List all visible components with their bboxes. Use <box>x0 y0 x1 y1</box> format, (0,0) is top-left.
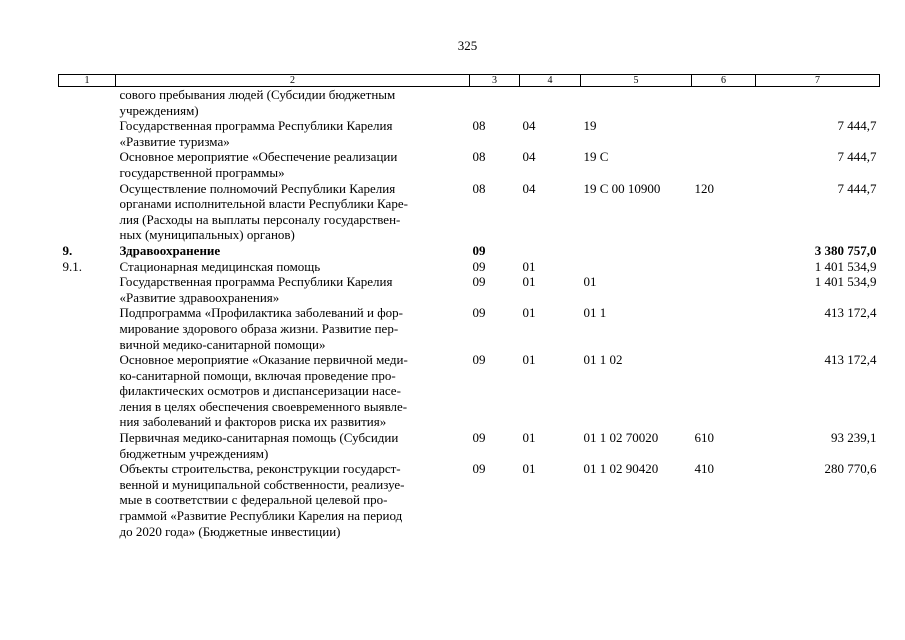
row-name <box>116 149 470 180</box>
target-article-code: 01 1 02 <box>583 352 623 368</box>
row-number <box>59 430 116 461</box>
expense-type-code <box>692 305 756 352</box>
table-row <box>59 352 880 430</box>
row-number: 9.1. <box>62 258 82 274</box>
row-name-line: ния заболеваний и факторов риска их развития» <box>119 414 387 430</box>
subsection-code: 01 <box>522 274 536 290</box>
row-name-line: Основное мероприятие «Обеспечение реализации <box>119 149 398 165</box>
row-name-line: учреждениям) <box>119 102 199 118</box>
table-row <box>59 181 880 243</box>
row-name-line: ления в целях обеспечения своевременного выявле- <box>119 398 408 414</box>
expense-type-code <box>692 274 756 305</box>
section-code: 09 <box>472 430 486 446</box>
section-code: 08 <box>472 149 486 165</box>
column-header-row <box>59 75 880 87</box>
row-name-line: мые в соответствии с федеральной целевой про- <box>119 492 388 508</box>
table-row <box>59 149 880 180</box>
target-article-code: 19 С <box>583 149 609 165</box>
column-header-2: 2 <box>116 75 470 87</box>
expense-type-code <box>692 149 756 180</box>
amount: 3 380 757,0 <box>814 242 877 258</box>
subsection-code: 01 <box>522 258 536 274</box>
subsection-code: 01 <box>522 305 536 321</box>
target-article-code: 01 1 <box>583 305 607 321</box>
target-article-code: 01 1 02 70020 <box>583 430 659 446</box>
row-name-line: бюджетным учреждениям) <box>119 445 269 461</box>
row-number <box>59 118 116 149</box>
section-code: 09 <box>472 258 486 274</box>
row-name-line: органами исполнительной власти Республики Каре- <box>119 196 408 212</box>
subsection-code: 04 <box>522 149 536 165</box>
row-number <box>59 461 116 539</box>
amount: 7 444,7 <box>837 149 877 165</box>
section-code: 09 <box>472 461 486 477</box>
row-name-line: Осуществление полномочий Республики Карелия <box>119 180 396 196</box>
table-row <box>59 461 880 539</box>
budget-table <box>58 74 880 539</box>
row-name <box>116 305 470 352</box>
row-number <box>59 149 116 180</box>
subsection-code <box>520 87 581 119</box>
row-number <box>59 352 116 430</box>
amount: 7 444,7 <box>837 180 877 196</box>
section-code: 09 <box>472 352 486 368</box>
amount <box>756 87 880 119</box>
amount: 93 239,1 <box>831 430 877 446</box>
row-name <box>116 243 470 259</box>
row-name-line: государственной программы» <box>119 164 285 180</box>
expense-type-code: 120 <box>694 180 714 196</box>
row-name <box>116 118 470 149</box>
row-name-line: Государственная программа Республики Карелия <box>119 274 393 290</box>
row-name-line: мирование здорового образа жизни. Развитие пер- <box>119 320 399 336</box>
section-code: 09 <box>472 242 486 258</box>
expense-type-code <box>692 259 756 275</box>
target-article-code: 01 1 02 90420 <box>583 461 659 477</box>
column-header-6: 6 <box>692 75 756 87</box>
row-number: 9. <box>62 242 73 258</box>
subsection-code: 01 <box>522 352 536 368</box>
amount: 413 172,4 <box>824 352 877 368</box>
subsection-code: 04 <box>522 180 536 196</box>
row-name <box>116 352 470 430</box>
expense-type-code: 410 <box>694 461 714 477</box>
row-name-line: вичной медико-санитарной помощи» <box>119 336 326 352</box>
expense-type-code <box>692 118 756 149</box>
target-article-code: 19 <box>583 118 597 134</box>
row-name-line: Стационарная медицинская помощь <box>119 258 321 274</box>
table-row <box>59 274 880 305</box>
row-name-line: Основное мероприятие «Оказание первичной меди- <box>119 352 408 368</box>
table-row <box>59 243 880 259</box>
row-name-line: до 2020 года» (Бюджетные инвестиции) <box>119 523 341 539</box>
row-name <box>116 274 470 305</box>
row-name <box>116 259 470 275</box>
row-name-line: «Развитие туризма» <box>119 133 230 149</box>
row-number <box>59 274 116 305</box>
row-name-line: Первичная медико-санитарная помощь (Субсидии <box>119 430 399 446</box>
table-row <box>59 305 880 352</box>
row-name-line: ных (муниципальных) органов) <box>119 227 295 243</box>
row-name-line: сового пребывания людей (Субсидии бюджетным <box>119 87 396 102</box>
target-article-code: 19 С 00 10900 <box>583 180 661 196</box>
column-header-1: 1 <box>59 75 116 87</box>
subsection-code: 01 <box>522 430 536 446</box>
section-code: 09 <box>472 274 486 290</box>
table-row <box>59 87 880 119</box>
section-code <box>470 87 520 119</box>
subsection-code: 01 <box>522 461 536 477</box>
row-number <box>59 305 116 352</box>
row-name-line: ко-санитарной помощи, включая проведение про- <box>119 367 396 383</box>
column-header-5: 5 <box>581 75 692 87</box>
target-article-code <box>581 87 692 119</box>
row-name-line: филактических осмотров и диспансеризации насе- <box>119 383 401 399</box>
subsection-code <box>520 243 581 259</box>
table-row <box>59 430 880 461</box>
section-code: 09 <box>472 305 486 321</box>
expense-type-code: 610 <box>694 430 714 446</box>
row-name <box>116 87 470 119</box>
row-name-line: Объекты строительства, реконструкции государст- <box>119 461 401 477</box>
subsection-code: 04 <box>522 118 536 134</box>
target-article-code <box>581 259 692 275</box>
amount: 1 401 534,9 <box>814 258 877 274</box>
row-name-line: лия (Расходы на выплаты персоналу государствен- <box>119 211 401 227</box>
table-row <box>59 118 880 149</box>
column-header-4: 4 <box>520 75 581 87</box>
target-article-code: 01 <box>583 274 597 290</box>
table-body <box>59 87 880 540</box>
row-name-line: Подпрограмма «Профилактика заболеваний и фор- <box>119 305 403 321</box>
page-number: 325 <box>457 38 478 53</box>
amount: 280 770,6 <box>824 461 877 477</box>
expense-type-code <box>692 87 756 119</box>
row-number <box>59 181 116 243</box>
section-code: 08 <box>472 180 486 196</box>
row-name-line: «Развитие здравоохранения» <box>119 289 280 305</box>
row-name-line: Здравоохранение <box>119 242 221 258</box>
row-name-line: венной и муниципальной собственности, реализуе- <box>119 476 405 492</box>
column-header-3: 3 <box>470 75 520 87</box>
row-name-line: граммой «Развитие Республики Карелия на период <box>119 508 403 524</box>
row-name-line: Государственная программа Республики Карелия <box>119 118 393 134</box>
target-article-code <box>581 243 692 259</box>
row-name <box>116 430 470 461</box>
row-name <box>116 181 470 243</box>
amount: 7 444,7 <box>837 118 877 134</box>
expense-type-code <box>692 352 756 430</box>
table-row <box>59 259 880 275</box>
amount: 1 401 534,9 <box>814 274 877 290</box>
amount: 413 172,4 <box>824 305 877 321</box>
row-number <box>59 87 116 119</box>
section-code: 08 <box>472 118 486 134</box>
column-header-7: 7 <box>756 75 880 87</box>
row-name <box>116 461 470 539</box>
expense-type-code <box>692 243 756 259</box>
